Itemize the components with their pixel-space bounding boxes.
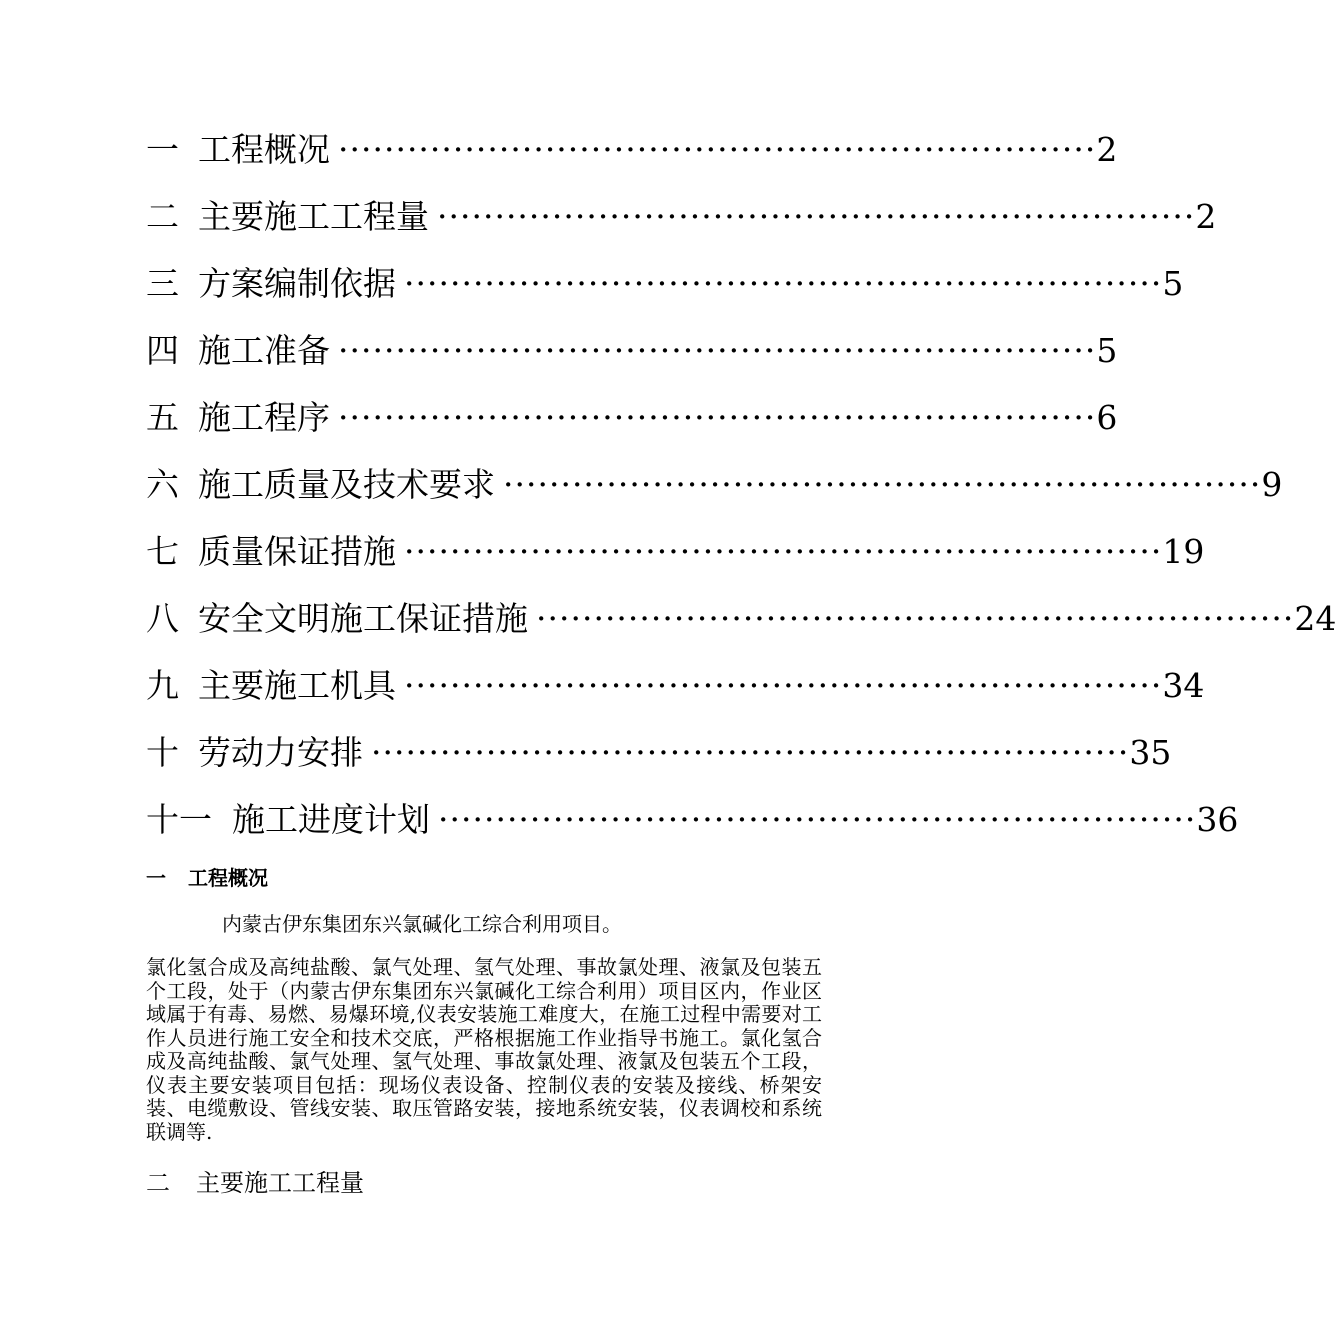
toc-entry-title: 主要施工机具 <box>198 666 396 705</box>
toc-entry-number: 八 <box>146 599 179 638</box>
toc-entry-number: 二 <box>146 197 179 236</box>
section-title: 工程概况 <box>188 866 268 890</box>
toc-entry-page: 24 <box>1294 599 1336 638</box>
toc-entry[interactable] <box>146 329 1118 396</box>
toc-entry-title: 质量保证措施 <box>198 532 396 571</box>
toc-entry-number: 五 <box>146 398 179 437</box>
section-number: 二 <box>146 1169 170 1197</box>
toc-entry-title: 主要施工工程量 <box>198 197 429 236</box>
toc-entry[interactable] <box>146 195 1217 262</box>
toc-entry[interactable] <box>146 597 1336 664</box>
toc-entry-title: 施工进度计划 <box>232 800 430 839</box>
section-number: 一 <box>146 866 166 890</box>
toc-leader-dots: ·································································· <box>338 130 1097 169</box>
toc-entry-title: 工程概况 <box>198 130 330 169</box>
toc-entry-page: 19 <box>1162 532 1205 571</box>
toc-entry[interactable] <box>146 731 1172 798</box>
toc-entry-page: 6 <box>1096 398 1118 437</box>
toc-entry[interactable] <box>146 262 1184 329</box>
toc-entry-title: 方案编制依据 <box>198 264 396 303</box>
toc-entry-number: 九 <box>146 666 179 705</box>
section-heading <box>146 864 268 892</box>
toc-entry[interactable] <box>146 798 1239 865</box>
toc-entry-number: 三 <box>146 264 179 303</box>
overview-paragraph: 氯化氢合成及高纯盐酸、氯气处理、氢气处理、事故氯处理、液氯及包装五个工段，处于（内蒙古伊东集团东兴氯碱化工综合利用）项目区内，作业区域属于有毒、易燃、易爆环境,仪表安装施工难度大，在施工过程中需要对工作人员进行施工安全和技术交底，严格根据施工作业指导书施工。氯化氢合成及高纯盐酸、氯气处理、氢气处理、事故氯处理、液氯及包装五个工段，仪表主要安装项目包括：现场仪表设备、控制仪表的安装及接线、桥架安装、电缆敷设、管线安装、取压管路安装，接地系统安装，仪表调校和系统联调等. <box>146 955 822 1144</box>
toc-entry-page: 2 <box>1096 130 1118 169</box>
toc-entry-page: 36 <box>1196 800 1239 839</box>
toc-leader-dots: ·································································· <box>404 666 1163 705</box>
toc-entry[interactable] <box>146 396 1118 463</box>
toc-leader-dots: ·································································· <box>536 599 1295 638</box>
toc-entry-page: 5 <box>1162 264 1184 303</box>
table-of-contents <box>146 128 1336 865</box>
toc-entry-title: 安全文明施工保证措施 <box>198 599 528 638</box>
toc-entry-title: 施工质量及技术要求 <box>198 465 495 504</box>
toc-leader-dots: ·································································· <box>371 733 1130 772</box>
toc-leader-dots: ·································································· <box>404 264 1163 303</box>
toc-entry-page: 9 <box>1261 465 1283 504</box>
section-heading <box>146 1166 364 1200</box>
toc-entry-page: 35 <box>1129 733 1172 772</box>
toc-leader-dots: ·································································· <box>338 331 1097 370</box>
toc-entry-page: 34 <box>1162 666 1205 705</box>
toc-leader-dots: ·································································· <box>503 465 1262 504</box>
toc-entry-number: 一 <box>146 130 179 169</box>
toc-entry-page: 2 <box>1195 197 1217 236</box>
toc-entry-number: 六 <box>146 465 179 504</box>
toc-entry-page: 5 <box>1096 331 1118 370</box>
toc-entry-number: 四 <box>146 331 179 370</box>
toc-entry[interactable] <box>146 463 1283 530</box>
toc-leader-dots: ·································································· <box>404 532 1163 571</box>
toc-entry[interactable] <box>146 530 1205 597</box>
toc-entry-title: 施工程序 <box>198 398 330 437</box>
toc-entry[interactable] <box>146 664 1205 731</box>
toc-leader-dots: ·································································· <box>338 398 1097 437</box>
toc-entry-title: 劳动力安排 <box>198 733 363 772</box>
section-title: 主要施工工程量 <box>196 1169 364 1197</box>
toc-entry-number: 十 <box>146 733 179 772</box>
toc-entry[interactable] <box>146 128 1118 195</box>
toc-leader-dots: ·································································· <box>438 800 1197 839</box>
project-name-paragraph: 内蒙古伊东集团东兴氯碱化工综合利用项目。 <box>222 912 622 936</box>
toc-leader-dots: ·································································· <box>437 197 1196 236</box>
toc-entry-number: 十一 <box>146 800 212 839</box>
toc-entry-number: 七 <box>146 532 179 571</box>
toc-entry-title: 施工准备 <box>198 331 330 370</box>
